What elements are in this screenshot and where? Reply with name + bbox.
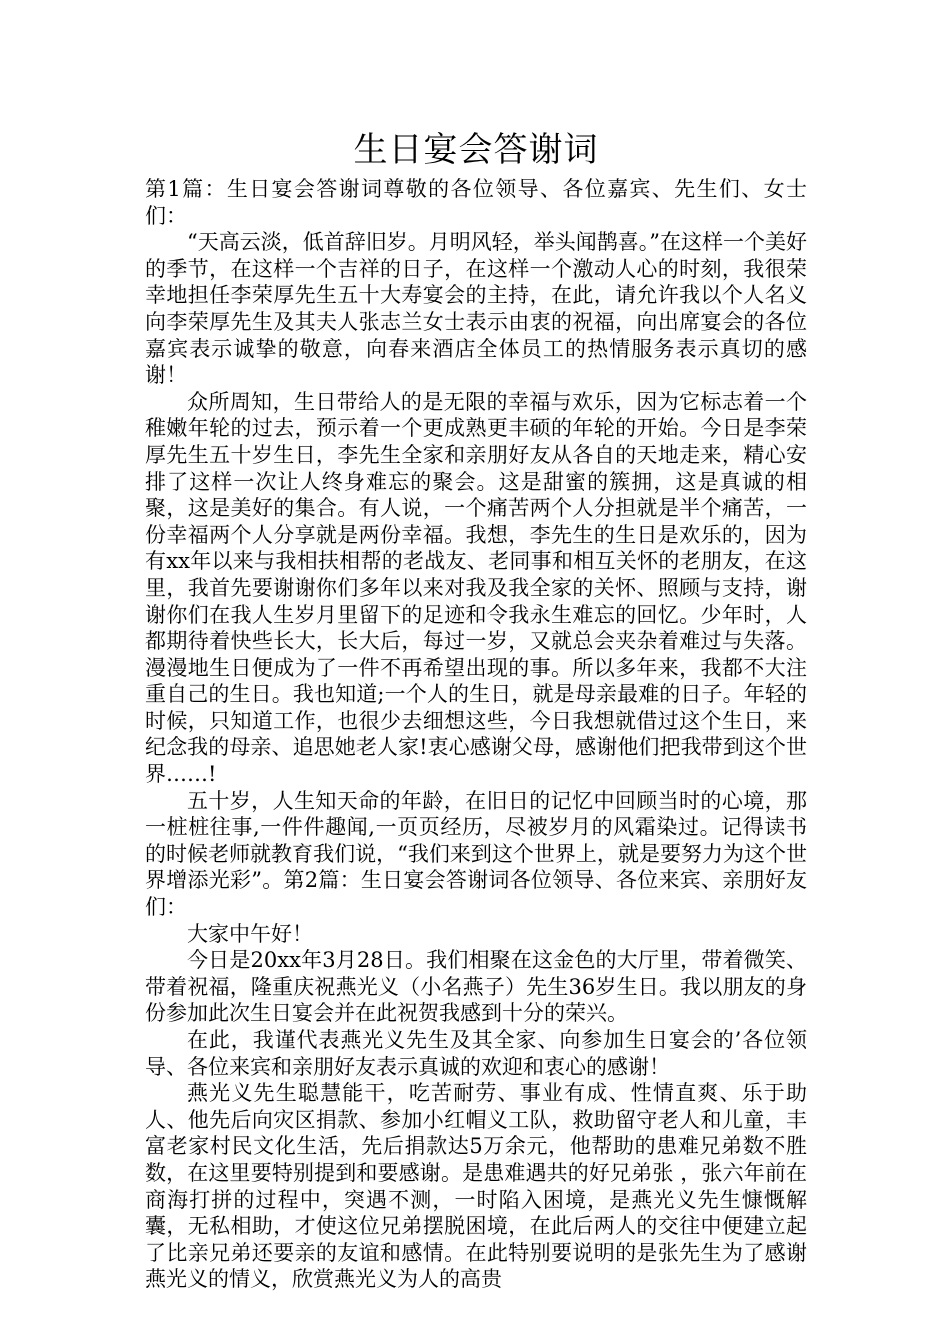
document-page [145,128,807,1293]
paragraph-5: 大家中午好！ [187,921,313,946]
document-title: 生日宴会答谢词 [353,130,599,170]
paragraph-2: “天高云淡，低首辞旧岁。月明风轻，举头闻鹊喜。”在这样一个美好的季节，在这样一个吉祥的日子，在这样一个激动人心的时刻，我很荣幸地担任李荣厚先生五十大寿宴会的主持，在此，请允许我以个人名义向李荣厚先生及其夫人张志兰女士表示由衷的祝福，向出席宴会的各位嘉宾表示诚挚的敬意，向春来酒店全体员工的热情服务表示真切的感谢！ [145,230,807,388]
paragraph-6: 今日是20xx年3月28日。我们相聚在这金色的大厅里，带着微笑、带着祝福，隆重庆祝燕光义（小名燕子）先生36岁生日。我以朋友的身份参加此次生日宴会并在此祝贺我感到十分的荣兴。 [145,948,807,1026]
paragraph-4: 五十岁，人生知天命的年龄，在旧日的记忆中回顾当时的心境，那一桩桩往事,一件件趣闻,一页页经历，尽被岁月的风霜染过。记得读书的时候老师就教育我们说，“我们来到这个世界上，就是要努力为这个世界增添光彩”。第2篇：生日宴会答谢词各位领导、各位来宾、亲朋好友们： [145,788,807,920]
paragraph-3: 众所周知，生日带给人的是无限的幸福与欢乐，因为它标志着一个稚嫩年轮的过去，预示着一个更成熟更丰硕的年轮的开始。今日是李荣厚先生五十岁生日，李先生全家和亲朋好友从各自的天地走来，精心安排了这样一次让人终身难忘的聚会。这是甜蜜的簇拥，这是真诚的相聚，这是美好的集合。有人说，一个痛苦两个人分担就是半个痛苦，一份幸福两个人分享就是两份幸福。我想，李先生的生日是欢乐的，因为有xx年以来与我相扶相帮的老战友、老同事和相互关怀的老朋友，在这里，我首先要谢谢你们多年以来对我及我全家的关怀、照顾与支持，谢谢你们在我人生岁月里留下的足迹和令我永生难忘的回忆。少年时，人都期待着快些长大，长大后，每过一岁，又就总会夹杂着难过与失落。漫漫地生日便成为了一件不再希望出现的事。所以多年来，我都不大注重自己的生日。我也知道;一个人的生日，就是母亲最难的日子。年轻的时候，只知道工作，也很少去细想这些，今日我想就借过这个生日，来纪念我的母亲、追思她老人家!衷心感谢父母，感谢他们把我带到这个世界……! [145,389,807,787]
paragraph-1: 第1篇：生日宴会答谢词尊敬的各位领导、各位嘉宾、先生们、女士们： [145,177,807,228]
paragraph-8: 燕光义先生聪慧能干，吃苦耐劳、事业有成、性情直爽、乐于助人、他先后向灾区捐款、参加小红帽义工队，救助留守老人和儿童，丰富老家村民文化生活，先后捐款达5万余元，他帮助的患难兄弟数不胜数，在这里要特别提到和要感谢。是患难遇共的好兄弟张 ，张六年前在商海打拼的过程中，突遇不测，一时陷入困境，是燕光义先生慷慨解囊，无私相助，才使这位兄弟摆脱困境，在此后两人的交往中便建立起了比亲兄弟还要亲的友谊和感情。在此特别要说明的是张先生为了感谢燕光义的情义，欣赏燕光义为人的高贵 [145,1081,807,1292]
paragraph-7: 在此，我谨代表燕光义先生及其全家、向参加生日宴会的’各位领导、各位来宾和亲朋好友表示真诚的欢迎和衷心的感谢！ [145,1028,807,1079]
